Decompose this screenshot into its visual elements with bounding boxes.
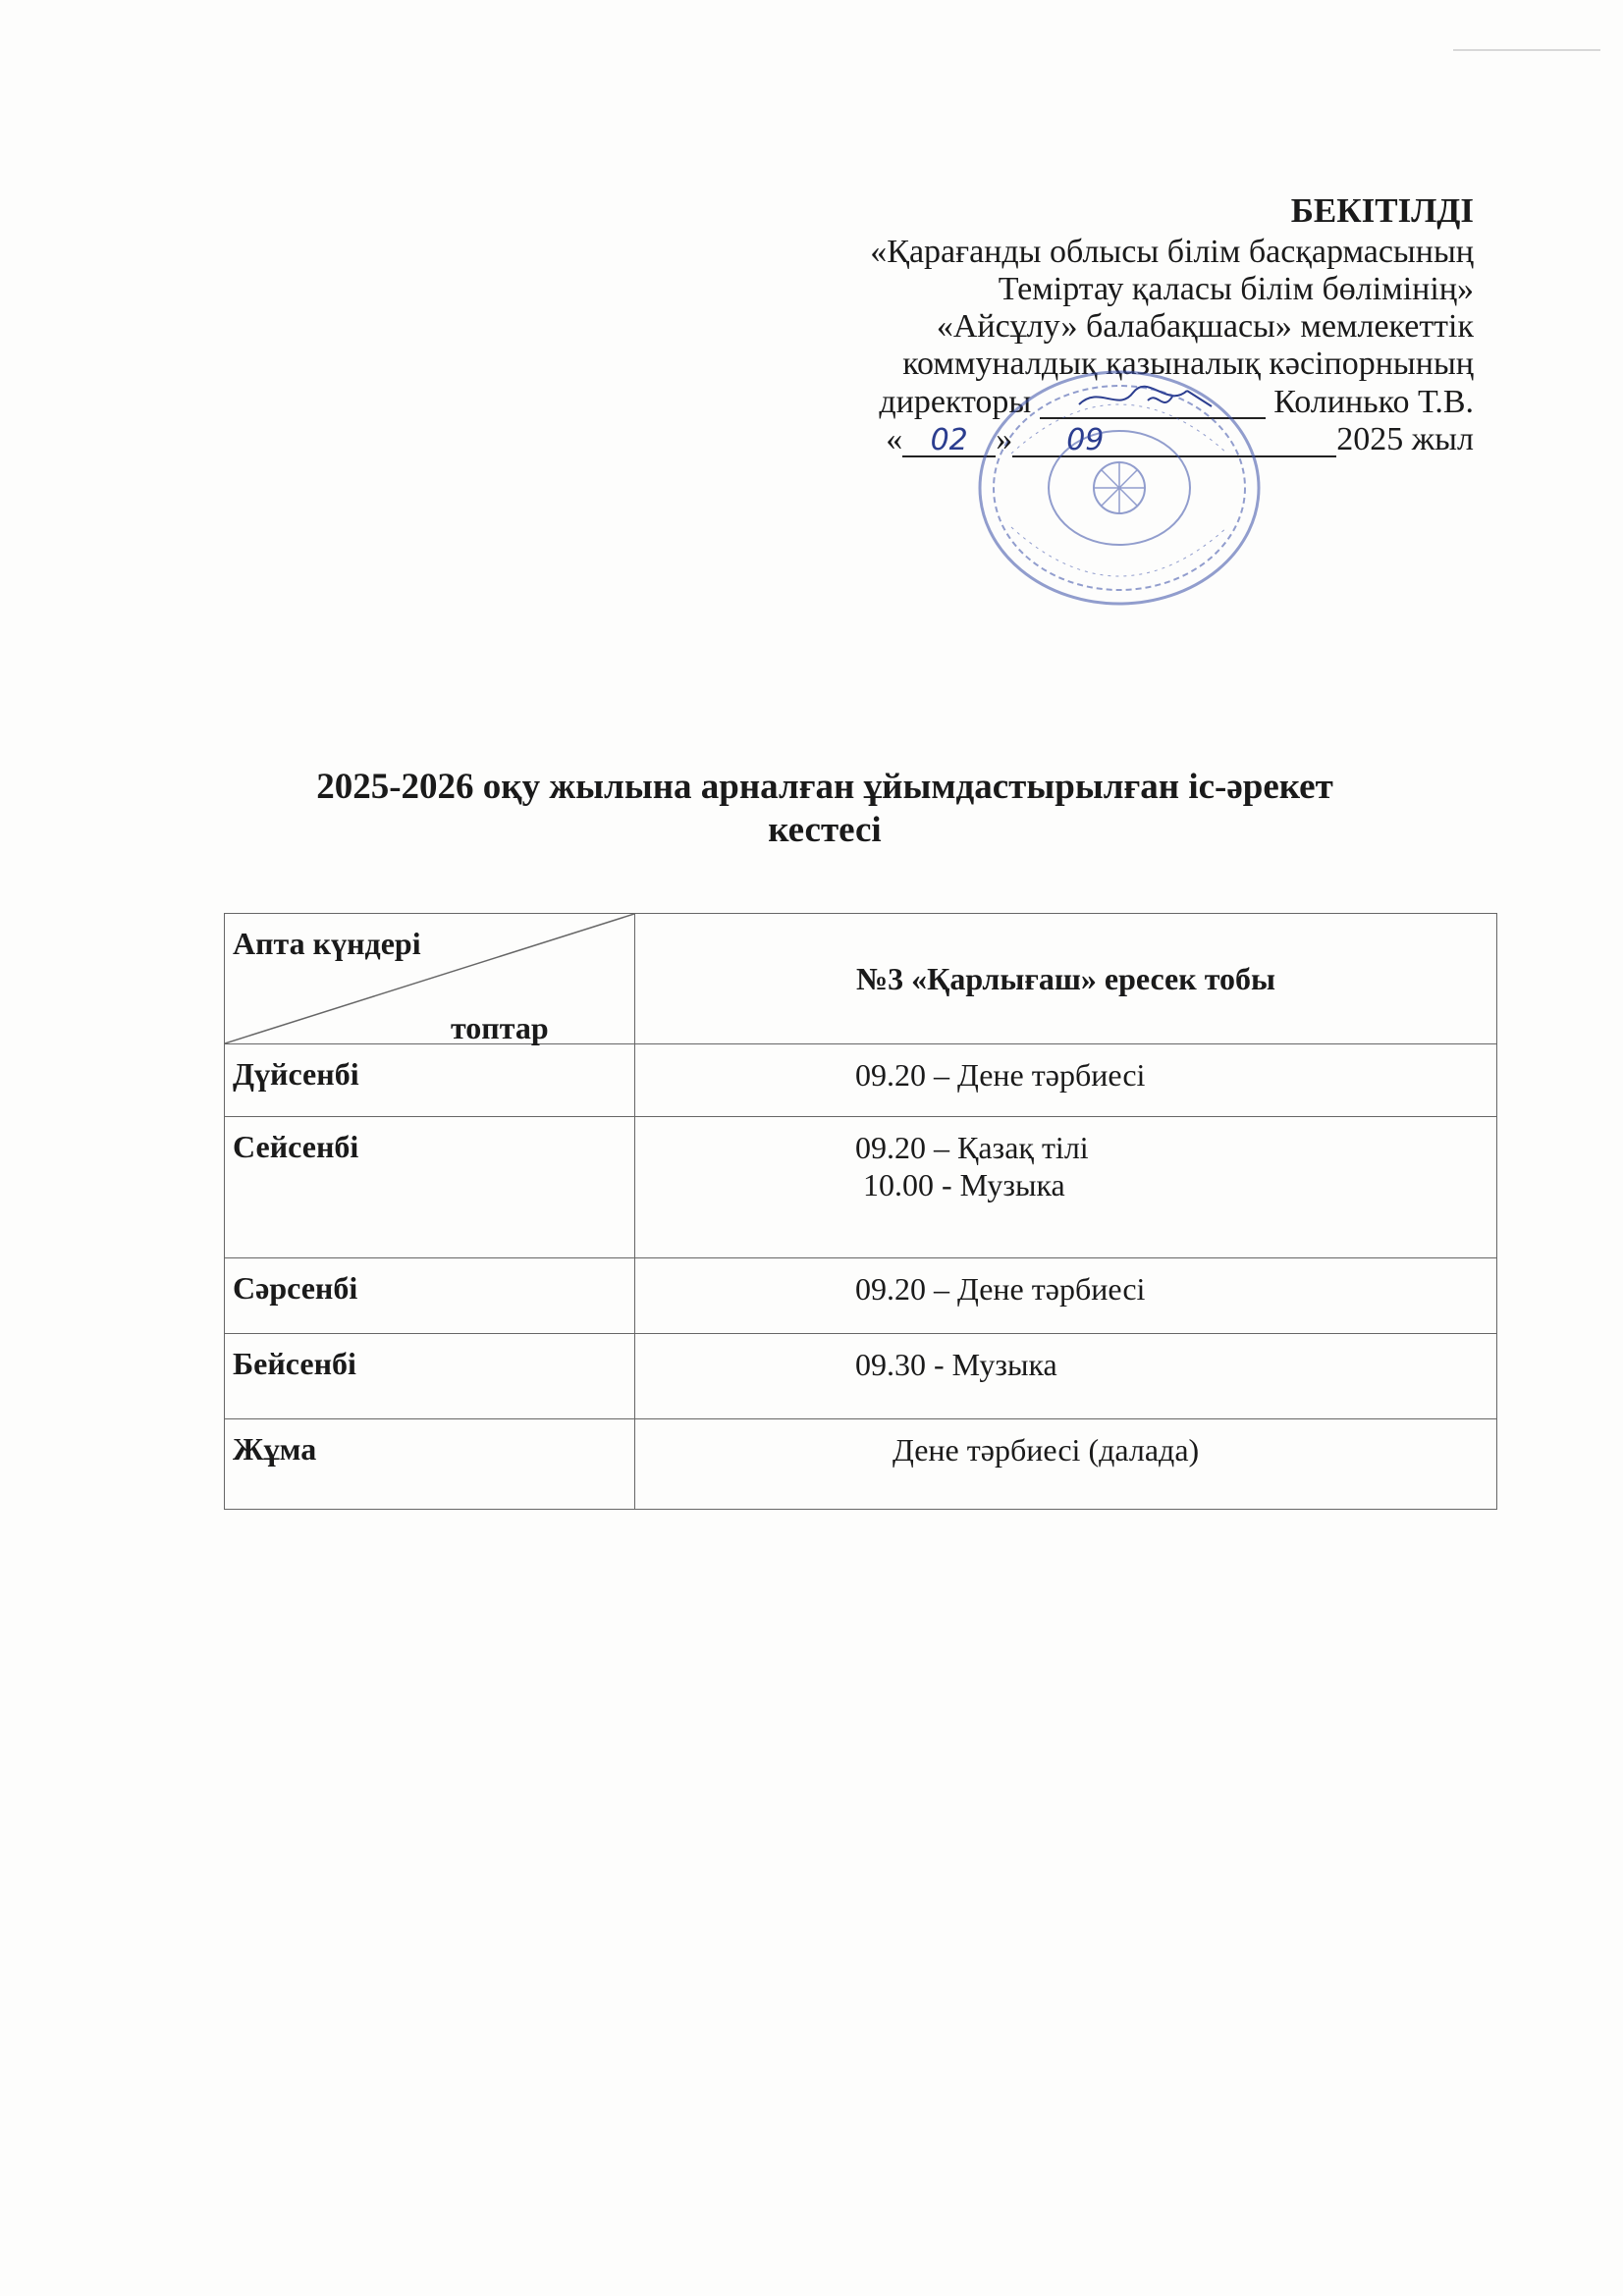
table-row: [225, 1044, 1497, 1117]
corner-bottom-label: топтар: [451, 1010, 549, 1045]
approval-line-4: коммуналдық қазыналық кәсіпорнының: [902, 346, 1474, 382]
day-cell: Сәрсенбі: [225, 1258, 635, 1334]
activity-cell: [635, 1419, 1497, 1510]
date-day: 02: [930, 423, 968, 457]
approval-line-2: Теміртау қаласы білім бөлімінің»: [998, 271, 1474, 307]
approval-line-3: «Айсұлу» балабақшасы» мемлекеттік: [936, 308, 1474, 345]
approval-heading: БЕКІТІЛДІ: [1290, 191, 1474, 230]
date-close-quote: »: [996, 421, 1013, 457]
activity-cell: [635, 1044, 1497, 1117]
title-line-2: кестесі: [768, 810, 882, 850]
activity-cell: [635, 1117, 1497, 1258]
day-cell: Жұма: [225, 1419, 635, 1510]
approval-line-1: «Қарағанды облысы білім басқармасының: [870, 234, 1474, 270]
date-open-quote: «: [886, 421, 903, 457]
table-row: [225, 1334, 1497, 1419]
document-title: [157, 766, 1492, 852]
director-name: Колинько Т.В.: [1273, 384, 1474, 420]
activity-item: Дене тәрбиесі (далада): [893, 1432, 1200, 1468]
table-header-row: [225, 914, 1497, 1044]
director-prefix: директоры: [879, 384, 1032, 420]
round-seal-stamp: [972, 365, 1267, 611]
activity-item: 09.20 – Дене тәрбиесі: [855, 1057, 1146, 1093]
schedule-table: [224, 913, 1497, 1510]
date-year: 2025 жыл: [1336, 421, 1474, 457]
activity-item: 09.20 – Қазақ тілі: [855, 1130, 1089, 1165]
corner-header-cell: [225, 914, 635, 1044]
table-row: [225, 1258, 1497, 1334]
table-row: [225, 1419, 1497, 1510]
day-cell: Сейсенбі: [225, 1117, 635, 1258]
table-row: [225, 1117, 1497, 1258]
activity-item: 09.20 – Дене тәрбиесі: [855, 1271, 1146, 1307]
activity-item: 09.30 - Музыка: [855, 1347, 1057, 1382]
title-line-1: 2025-2026 оқу жылына арналған ұйымдастырылған іс-әрекет: [316, 767, 1333, 807]
day-cell: Дүйсенбі: [225, 1044, 635, 1117]
corner-top-label: Апта күндері: [233, 926, 421, 961]
date-month: 09: [1066, 423, 1105, 457]
activity-cell: [635, 1258, 1497, 1334]
day-cell: Бейсенбі: [225, 1334, 635, 1419]
scan-edge-line: [1453, 49, 1600, 51]
activity-item: 10.00 - Музыка: [863, 1167, 1065, 1202]
activity-cell: [635, 1334, 1497, 1419]
group-header-cell: №3 «Қарлығаш» ересек тобы: [635, 914, 1497, 1044]
